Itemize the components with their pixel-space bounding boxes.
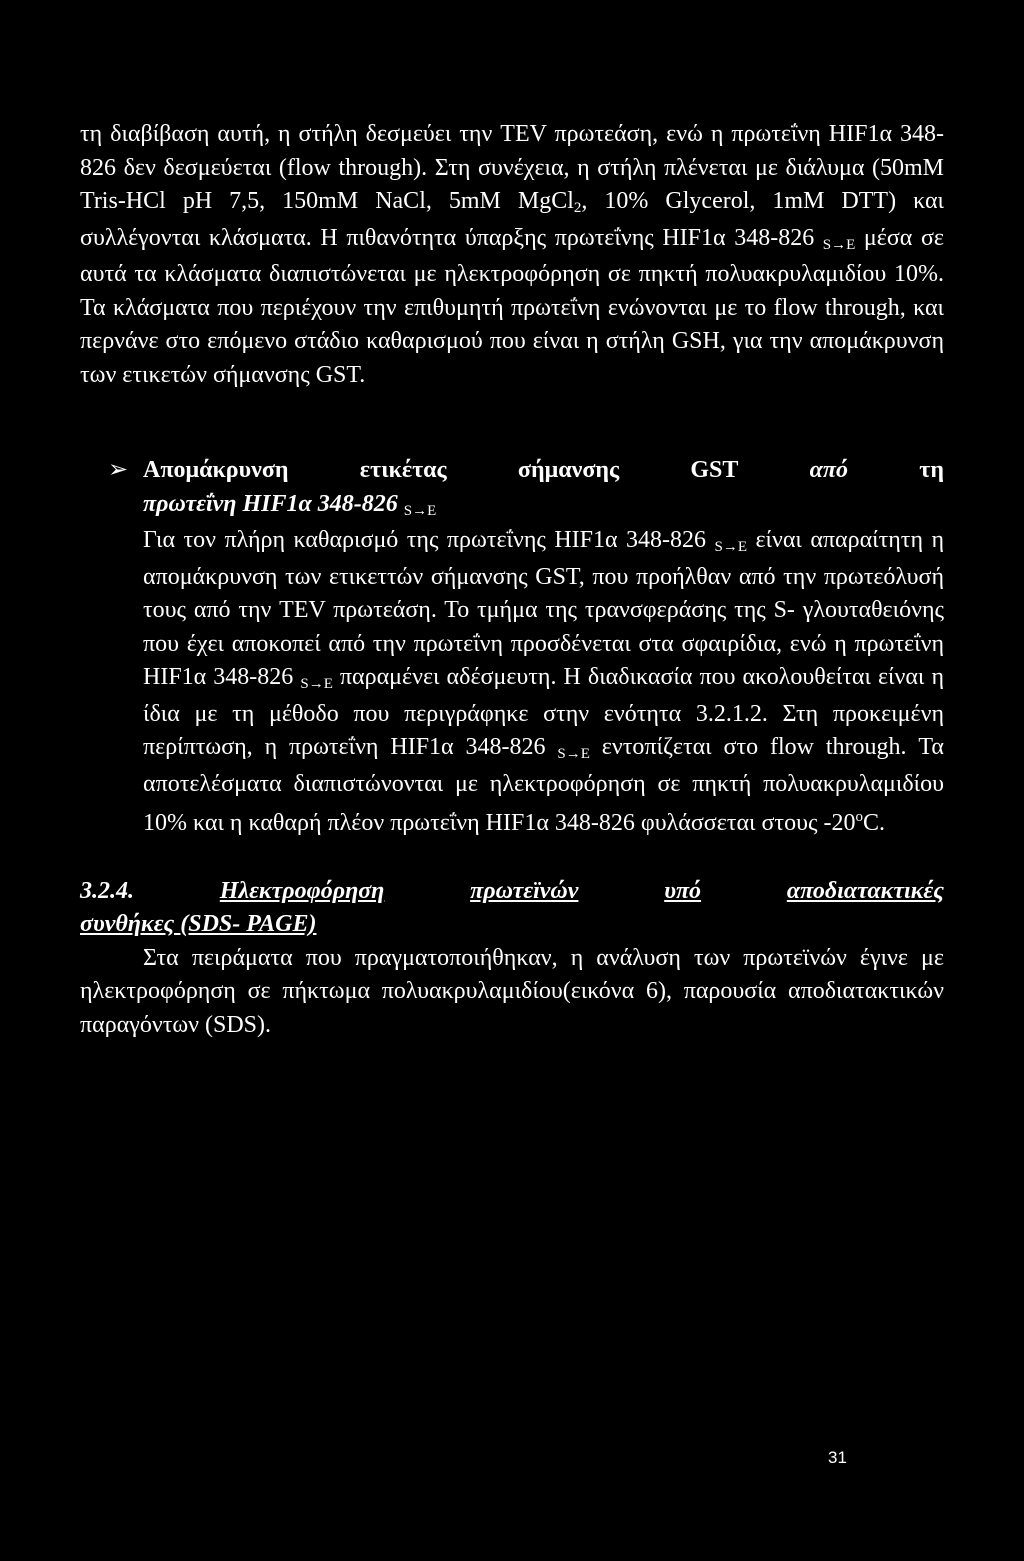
title-word: υπό [664, 877, 702, 904]
title-word: Απομάκρυνση [143, 457, 289, 483]
title-word: Ηλεκτροφόρηση [219, 877, 385, 904]
section-title-line2 [143, 488, 944, 525]
text-run: εντοπίζεται στο flow through. Τα αποτελέσματα διαπιστώνονται με ηλεκτροφόρηση σε πηκτή πολυακρυλαμιδίου 10% και η καθαρή πλέον πρωτεΐνη HIF1α 348-826 φυλάσσεται στους -20 [143, 734, 945, 836]
title-word: τη [919, 457, 944, 483]
text-run: Για τον πλήρη καθαρισμό της πρωτεΐνης HIF1α 348-826 [143, 527, 715, 553]
paragraph-intro [80, 118, 944, 392]
text-run: τη διαβίβαση αυτή, η στήλη δεσμεύει την TEV πρωτεάση, ενώ η πρωτεΐνη HIF1α 348-826 δεν δεσμεύεται (flow through). Στη συνέχεια, η στήλη πλένεται με διάλυμα (50mM Tris-HCl pH 7,5, 150mM NaCl, 5mM MgCl [80, 121, 944, 214]
title-word: σήμανσης [517, 457, 620, 483]
title-text: συνθήκες (SDS- PAGE) [80, 911, 317, 937]
subsection-number: 3.2.4. [80, 877, 134, 904]
text-run: είναι απαραίτητη η απομάκρυνση των ετικεττών σήμανσης GST, που προήλθαν από την πρωτεόλυσή τους από την TEV πρωτεάση. Το τμήμα της τρανσφεράσης της S- γλουταθειόνης που έχει αποκοπεί από την πρωτεΐνη προσδένεται στα σφαιρίδια, ενώ η πρωτεΐνη HIF1α 348-826 [143, 527, 944, 690]
arrow-bullet-icon: ➢ [108, 457, 129, 483]
subsection-title-line1 [80, 875, 944, 909]
title-word: αποδιατακτικές [786, 877, 944, 904]
text-run: C. [862, 810, 885, 836]
subscript: 2 [573, 200, 582, 216]
subscript: S→E [403, 502, 437, 519]
title-word: από [809, 457, 849, 483]
superscript: o [855, 809, 863, 825]
text-run: , 10% Glycerol, 1mM DTT) και συλλέγονται κλάσματα. Η πιθανότητα ύπαρξης πρωτεΐνης HIF1α 348-826 [80, 188, 945, 251]
subscript: S→E [714, 539, 747, 555]
subscript: S→E [300, 676, 333, 692]
subscript: S→E [557, 746, 590, 762]
page-number: 31 [828, 1448, 847, 1467]
subsection-body: Στα πειράματα που πραγματοποιήθηκαν, η ανάλυση των πρωτεϊνών έγινε με ηλεκτροφόρηση σε πήκτωμα πολυακρυλαμιδίου(εικόνα 6), παρουσία αποδιατακτικών παραγόντων (SDS). [80, 944, 944, 1038]
subsection-title-line2 [80, 908, 944, 942]
subsection-heading [80, 875, 944, 942]
text-run: παραμένει αδέσμευτη. Η διαδικασία που ακολουθείται είναι η ίδια με τη μέθοδο που περιγράφηκε στην ενότητα 3.2.1.2. Στη προκειμένη περίπτωση, η πρωτεΐνη HIF1α 348-826 [143, 664, 944, 760]
section-body [143, 524, 944, 841]
subscript: S→E [822, 236, 856, 253]
title-word: πρωτεϊνών [470, 877, 579, 904]
section-title-line1 [143, 454, 944, 488]
title-word: ετικέτας [359, 457, 447, 483]
section-heading [80, 454, 944, 524]
title-word: GST [690, 457, 739, 483]
text-run: μέσα σε αυτά τα κλάσματα διαπιστώνεται με ηλεκτροφόρηση σε πηκτή πολυακρυλαμιδίου 10%. Τα κλάσματα που περιέχουν την επιθυμητή πρωτεΐνη ενώνονται με το flow through, και περνάνε στο επόμενο στάδιο καθαρισμού που είναι η στήλη GSH, για την απομάκρυνση των ετικετών σήμανσης GST. [80, 224, 944, 388]
title-text: πρωτεΐνη HIF1α 348-826 [143, 490, 404, 517]
document-page [80, 118, 944, 1042]
